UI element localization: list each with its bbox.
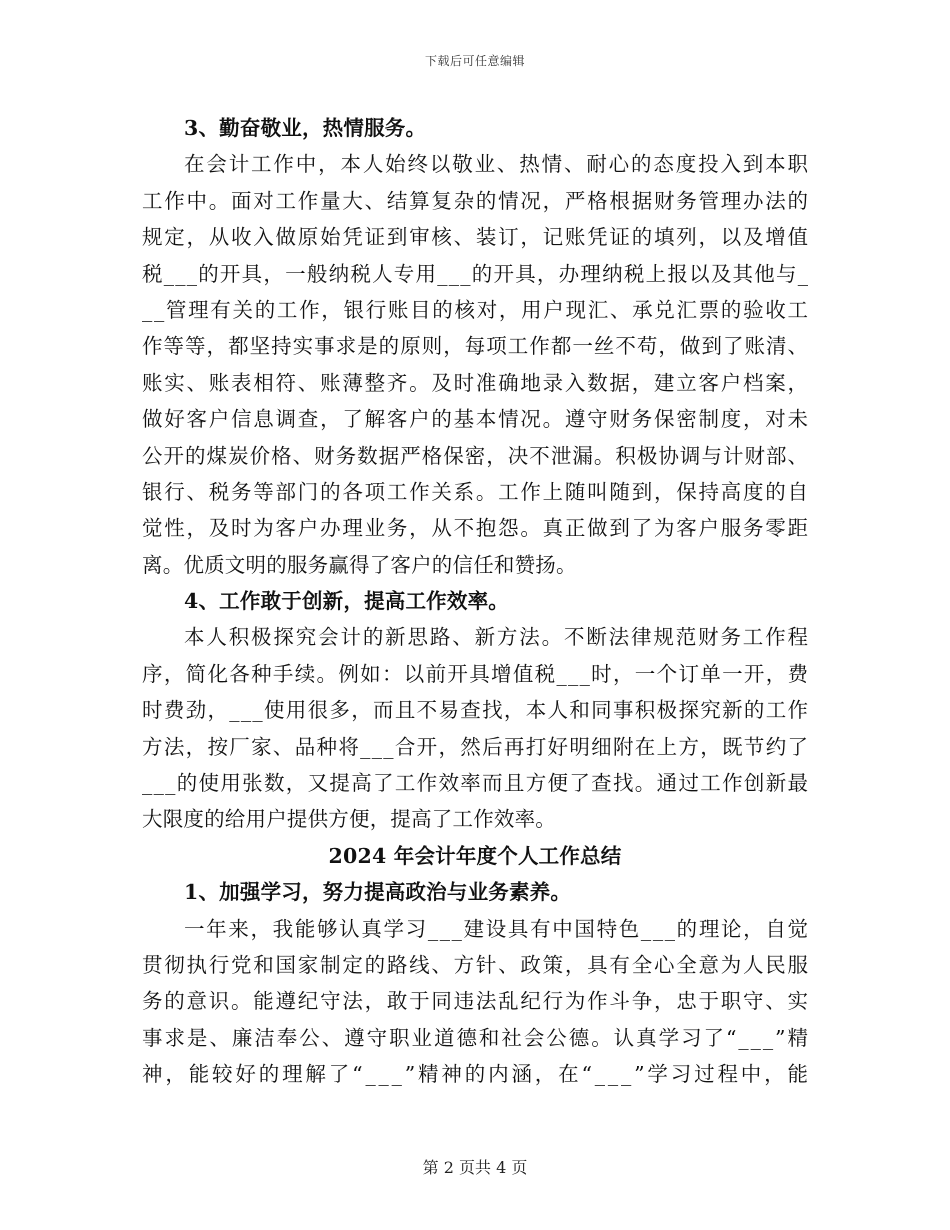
paragraph-line: 账实、账表相符、账薄整齐。及时准确地录入数据，建立客户档案， xyxy=(142,370,810,395)
paragraph-line: 规定，从收入做原始凭证到审核、装订，记账凭证的填列，以及增值 xyxy=(142,225,810,250)
paragraph-line: 离。优质文明的服务赢得了客户的信任和赞扬。 xyxy=(142,552,577,577)
paragraph-line: 大限度的给用户提供方便，提高了工作效率。 xyxy=(142,807,556,832)
paragraph-line: 序，简化各种手续。例如：以前开具增值税___时，一个订单一开，费 xyxy=(142,661,810,686)
paragraph-line: 在会计工作中，本人始终以敬业、热情、耐心的态度投入到本职 xyxy=(184,152,810,177)
paragraph-line: 银行、税务等部门的各项工作关系。工作上随叫随到，保持高度的自 xyxy=(142,479,810,504)
paragraph-line: ___的使用张数，又提高了工作效率而且方便了查找。通过工作创新最 xyxy=(142,771,810,796)
document-body xyxy=(142,110,811,1093)
section-heading: 1、加强学习，努力提高政治与业务素养。 xyxy=(184,880,572,905)
paragraph-line: 事求是、廉洁奉公、遵守职业道德和社会公德。认真学习了“___”精 xyxy=(142,1025,810,1050)
page-footer: 第 2 页共 4 页 xyxy=(422,1158,528,1177)
paragraph-line: 一年来，我能够认真学习___建设具有中国特色___的理论，自觉 xyxy=(184,916,810,941)
paragraph-line: 贯彻执行党和国家制定的路线、方针、政策，具有全心全意为人民服 xyxy=(142,952,810,977)
paragraph-line: 神，能较好的理解了“___”精神的内涵，在“___”学习过程中，能 xyxy=(142,1062,811,1087)
paragraph-line: 作等等，都坚持实事求是的原则，每项工作都一丝不苟，做到了账清、 xyxy=(142,334,810,359)
paragraph-line: __管理有关的工作，银行账目的核对，用户现汇、承兑汇票的验收工 xyxy=(142,297,810,322)
page-header: 下载后可任意编辑 xyxy=(424,54,525,68)
section-heading: 4、工作敢于创新，提高工作效率。 xyxy=(184,589,509,614)
document-title: 2024 年会计年度个人工作总结 xyxy=(328,843,622,868)
paragraph-line: 方法，按厂家、品种将___合开，然后再打好明细附在上方，既节约了 xyxy=(142,734,810,759)
paragraph-line: 时费劲，___使用很多，而且不易查找，本人和同事积极探究新的工作 xyxy=(142,698,810,723)
section-heading: 3、勤奋敬业，热情服务。 xyxy=(184,116,427,140)
paragraph-line: 公开的煤炭价格、财务数据严格保密，决不泄漏。积极协调与计财部、 xyxy=(142,443,810,468)
paragraph-line: 本人积极探究会计的新思路、新方法。不断法律规范财务工作程 xyxy=(184,625,810,650)
paragraph-line: 做好客户信息调查，了解客户的基本情况。遵守财务保密制度，对未 xyxy=(142,407,810,432)
paragraph-line: 务的意识。能遵纪守法，敢于同违法乱纪行为作斗争，忠于职守、实 xyxy=(142,989,810,1014)
paragraph-line: 税___的开具，一般纳税人专用___的开具，办理纳税上报以及其他与_ xyxy=(142,261,810,286)
paragraph-line: 工作中。面对工作量大、结算复杂的情况，严格根据财务管理办法的 xyxy=(142,188,810,213)
paragraph-line: 觉性，及时为客户办理业务，从不抱怨。真正做到了为客户服务零距 xyxy=(142,516,810,541)
